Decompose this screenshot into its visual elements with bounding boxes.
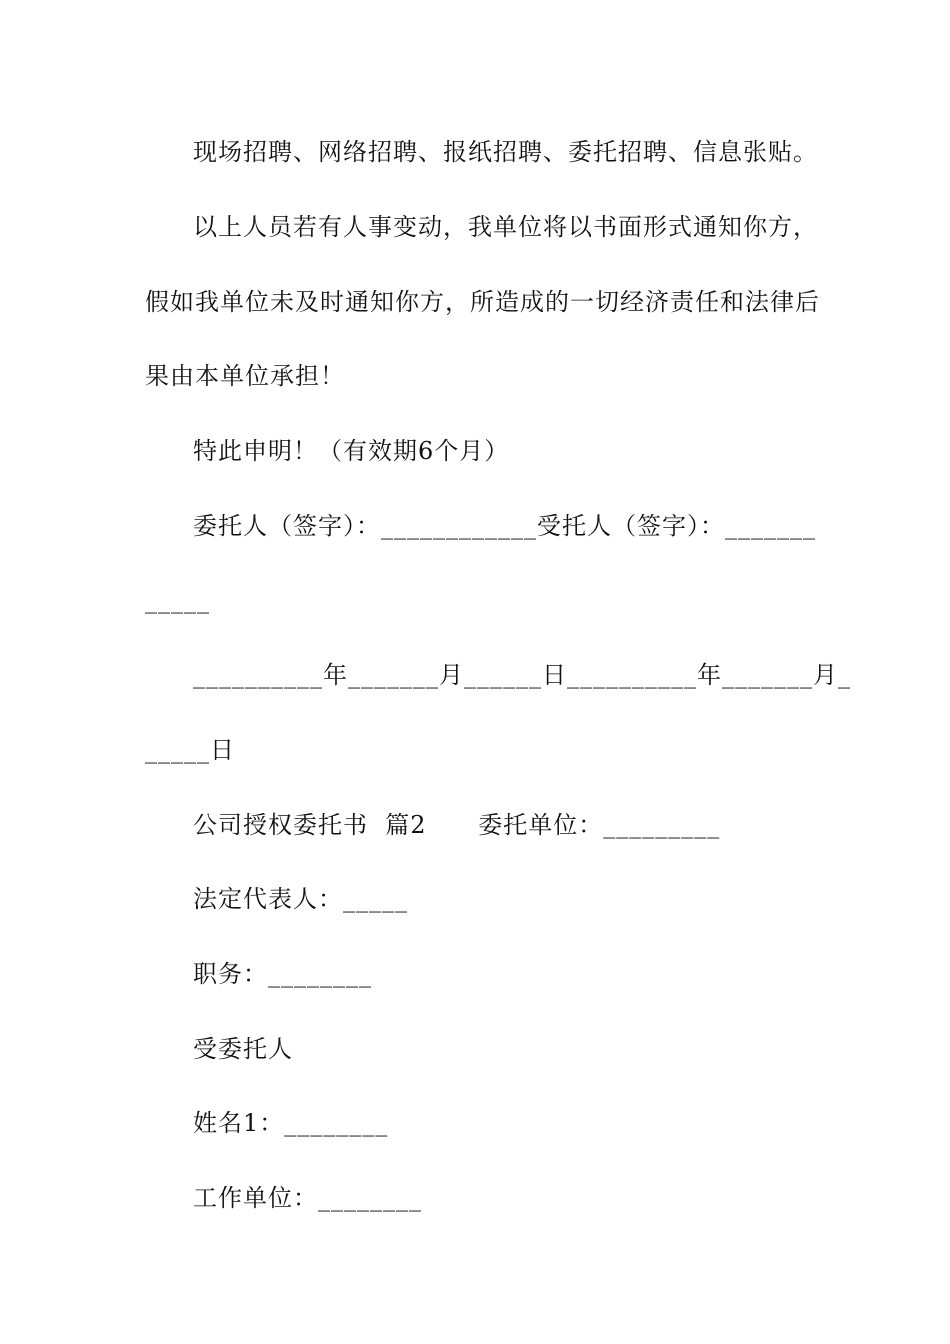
declaration-validity-line: 特此申明！（有效期6个月） bbox=[193, 437, 510, 465]
recruitment-methods-line: 现场招聘、网络招聘、报纸招聘、委托招聘、信息张贴。 bbox=[193, 138, 818, 166]
personnel-change-paragraph-line-1: 以上人员若有人事变动，我单位将以书面形式通知你方， bbox=[193, 213, 818, 241]
signature-line: 委托人（签字）：____________受托人（签字）：_______ bbox=[193, 512, 816, 540]
position-field: 职务：________ bbox=[193, 960, 372, 988]
trustee-heading: 受委托人 bbox=[193, 1035, 293, 1063]
personnel-change-paragraph-line-2: 假如我单位未及时通知你方，所造成的一切经济责任和法律后 bbox=[145, 288, 820, 316]
name-field: 姓名1：________ bbox=[193, 1109, 389, 1137]
personnel-change-paragraph-line-3: 果由本单位承担！ bbox=[145, 362, 345, 390]
date-line: __________年_______月______日__________年_______月_ bbox=[193, 661, 851, 689]
work-unit-field: 工作单位：________ bbox=[193, 1184, 422, 1212]
date-line-continuation: _____日 bbox=[145, 736, 235, 764]
legal-representative-field: 法定代表人：_____ bbox=[193, 885, 408, 913]
section-heading-and-entrusting-unit: 公司授权委托书 篇2 委托单位：_________ bbox=[193, 811, 721, 839]
signature-line-continuation: _____ bbox=[145, 586, 210, 614]
